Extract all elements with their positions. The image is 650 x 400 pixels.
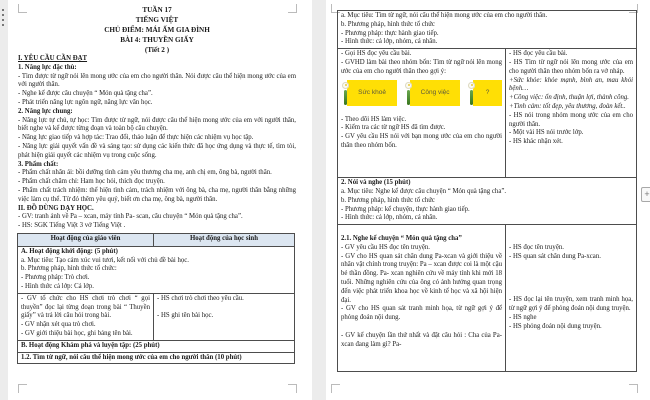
sticky-note-label: Công việc xyxy=(420,89,450,97)
doc-line: - HS đọc yêu cầu bài. xyxy=(509,50,568,58)
table-row-activity-2 xyxy=(338,177,636,224)
doc-title-lesson: BÀI 4: THUYỀN GIẤY xyxy=(120,36,194,44)
doc-line: - HS khác nhận xét. xyxy=(509,138,563,146)
doc-title-week: TUẦN 17 xyxy=(142,6,172,14)
doc-paragraph: II. ĐỒ DÙNG DẠY HỌC. xyxy=(18,204,94,212)
suggestion-notes xyxy=(347,80,502,106)
doc-line: - Phương pháp: kể chuyện, thực hành giao tiếp. xyxy=(341,205,470,213)
table-row-activity-12: 1.2. Tìm từ ngữ, nói câu thể hiện mong ước của em cho người thân (10 phút) xyxy=(18,352,294,364)
text-boundary-mark xyxy=(18,384,27,393)
table-row-gv-hs xyxy=(338,48,636,177)
doc-line: - GV cho HS quan sát chân dung Pa-xcan và giới thiệu về nhân vật chính trong truyện: Pa – xcan được coi là một cậu bé thần đồng. Pa- xcan nghiên cứu về máy tính khi mới 18 tuổi. Những nghiên cứu của ông có ảnh hưởng quan trọng đến việc phát triển khoa học về kinh tế học và xã hội hiện đại. xyxy=(341,252,502,304)
activity-21-title: 2.1. Nghe kể chuyện “ Món quà tặng cha” xyxy=(341,234,462,242)
doc-line: - GV nhận xét qua trò chơi. xyxy=(21,321,96,329)
section-heading: I. YÊU CẦU CẦN ĐẠT xyxy=(18,55,88,62)
plus-button[interactable]: + xyxy=(641,187,650,202)
doc-paragraph: - Phẩm chất chăm chỉ: Ham học hỏi, thích đọc truyện. xyxy=(18,178,165,186)
doc-line: - Một vài HS nói trước lớp. xyxy=(509,129,584,137)
table-header-row xyxy=(18,234,294,246)
gv-cell xyxy=(338,225,506,371)
activity-a-title: A. Hoạt động khởi động: (5 phút) xyxy=(21,247,118,255)
doc-line: a. Mục tiêu: Nghe kể được câu chuyện “ Món quà tặng cha”. xyxy=(341,187,507,195)
document-page-right[interactable] xyxy=(326,0,650,400)
lesson-plan-table xyxy=(17,233,295,364)
doc-line: b. Phương pháp, hình thức tổ chức xyxy=(341,20,435,28)
doc-line: +Tình cảm: tốt đẹp, yêu thương, đoàn kết.. xyxy=(509,102,626,110)
doc-paragraph: - HS: SGK Tiếng Việt 3 vở Tiếng Việt . xyxy=(18,222,126,230)
doc-paragraph: - Năng lực giao tiếp và hợp tác: Trao đổi, thảo luận để thực hiện các nhiệm vụ học tập. xyxy=(18,134,254,142)
doc-line: a. Mục tiêu: Tạo cảm xúc vui tươi, kết nối với chủ đề bài học. xyxy=(21,256,189,264)
doc-line: - HS ghi tên bài học. xyxy=(157,312,214,320)
doc-line: - Kiểm tra các từ ngữ HS đã tìm được. xyxy=(341,124,446,132)
sticky-note-suc-khoe xyxy=(347,80,397,106)
doc-line: - HS đọc tên truyện. xyxy=(509,243,564,251)
text-boundary-mark xyxy=(331,384,340,393)
table-row-activity-b: B. Hoạt động Khám phá và luyện tập: (25 phút) xyxy=(18,340,294,352)
gv-cell xyxy=(18,294,154,340)
doc-line: b. Phương pháp, hình thức tổ chức xyxy=(341,196,435,204)
doc-title-theme: CHỦ ĐIỂM: MÁI ẤM GIA ĐÌNH xyxy=(104,26,210,34)
doc-line: - Gọi HS đọc yêu cầu bài. xyxy=(341,50,412,58)
doc-paragraph: - Phẩm chất nhân ái: bồi dưỡng tình cảm yêu thương cha mẹ, anh chị em, ông bà, người thân. xyxy=(18,169,272,177)
doc-title-subject: TIẾNG VIỆT xyxy=(135,16,179,24)
doc-line: - Phương pháp: thực hành giao tiếp. xyxy=(341,29,439,37)
leaf-icon xyxy=(470,90,473,105)
doc-line: b. Phương pháp, hình thức tổ chức: xyxy=(21,265,117,273)
table-header-hs: Hoạt động của học sinh xyxy=(190,235,258,243)
doc-line: - GVHD làm bài theo nhóm bốn: Tìm từ ngữ nói lên mong ước của em cho người thân theo gợi ý: xyxy=(341,58,502,75)
doc-line: - GV kể chuyện lần thứ nhất và đặt câu hỏi : Cha của Pa-xcan đang làm gì? Pa- xyxy=(341,331,502,348)
table-header-gv: Hoạt động của giáo viên xyxy=(18,234,154,246)
table-row-activity-a xyxy=(18,246,294,293)
leaf-icon xyxy=(344,90,347,105)
doc-line: - GV tổ chức cho HS chơi trò chơi “ gọi thuyền” đọc lại từng đoạn trong bài “ Thuyền giấy” và trả lời câu hỏi trong bài. xyxy=(21,294,150,320)
table-row-gv-hs xyxy=(338,224,636,371)
doc-paragraph: 3. Phẩm chất: xyxy=(18,160,59,168)
text-boundary-mark xyxy=(629,384,638,393)
doc-paragraph: 1. Năng lực đặc thù: xyxy=(18,63,77,71)
flower-icon xyxy=(405,82,412,89)
sticky-note-label: Sức khoẻ xyxy=(358,89,386,97)
leaf-icon xyxy=(407,90,410,105)
doc-line: - Theo dõi HS làm việc. xyxy=(341,115,407,123)
doc-line: - HS nghe xyxy=(509,313,537,321)
doc-line: - GV yêu cầu HS nói với bạn mong ước của em cho người thân theo nhóm bốn. xyxy=(341,133,502,149)
lesson-plan-table-continued xyxy=(337,10,637,372)
doc-line: - HS nói trong nhóm mong ước của em cho người thân. xyxy=(509,111,633,128)
activity-2-title: 2. Nói và nghe (15 phút) xyxy=(341,179,411,187)
doc-line: - GV yêu cầu HS đọc tên truyện. xyxy=(341,243,430,251)
doc-title-period: (Tiết 2 ) xyxy=(144,46,170,54)
text-boundary-mark xyxy=(288,384,297,393)
doc-line: +Sức khỏe: khỏe mạnh, bình an, mau khỏi bệnh… xyxy=(509,76,633,93)
hs-cell xyxy=(506,225,636,371)
doc-paragraph: - Năng lực tự chủ, tự học: Tìm được từ ngữ, nói được câu thể hiện mong ước của em với người thân, biết nghe và kể được từng đoạn và toàn bộ câu chuyện. xyxy=(18,116,296,133)
doc-line: - HS đọc lại tên truyện, xem tranh minh họa, từ ngữ gợi ý để phỏng đoán nội dung truyện. xyxy=(509,296,633,313)
doc-paragraph: - GV: tranh ảnh về Pa – xcan, máy tính Pa- scan, câu chuyện “ Món quà tặng cha”. xyxy=(18,213,243,221)
sticky-note-cong-viec xyxy=(410,80,460,106)
flower-icon xyxy=(468,82,475,89)
doc-paragraph: - Phẩm chất trách nhiệm: thể hiện tình cảm, trách nhiệm với ông bà, cha mẹ, người thân bằng những việc làm cụ thể. Từ đó thêm yêu quý, biết ơn cha mẹ, ông bà, người thân. xyxy=(18,186,296,203)
doc-line: - HS chơi trò chơi theo yêu cầu. xyxy=(157,294,244,302)
doc-line: - Hình thức cả lớp: Cả lớp. xyxy=(21,282,94,290)
doc-line: - Phương pháp: Trò chơi. xyxy=(21,274,90,282)
doc-line: - HS Tìm từ ngữ nói lên mong ước của em cho người thân theo nhóm bốn ra vở nháp. xyxy=(509,58,633,75)
doc-paragraph: - Nghe kể được câu chuyện “ Món quà tặng cha”. xyxy=(18,90,153,98)
doc-paragraph: - Năng lực giải quyết vấn đề và sáng tạo: sử dụng các kiến thức đã học ứng dụng và thực tế, tìm tòi, phát hiện giải quyết các nhiệm vụ trong cuộc sống. xyxy=(18,142,296,159)
table-row-gv-hs xyxy=(18,293,294,340)
doc-line: - HS quan sát chân dung Pa-xcan. xyxy=(509,252,601,260)
sticky-note-question xyxy=(473,80,502,106)
doc-line: +Công việc: ổn định, thuận lợi, thành công. xyxy=(509,94,629,102)
flower-icon xyxy=(342,82,349,89)
hs-cell xyxy=(506,49,636,177)
gv-cell xyxy=(338,49,506,177)
doc-paragraph: - Phát triển năng lực ngôn ngữ, năng lực văn học. xyxy=(18,98,153,106)
doc-line: - HS phỏng đoán nội dung truyện. xyxy=(509,322,602,330)
document-page-left[interactable] xyxy=(8,0,312,400)
doc-line: - Hình thức: cả lớp, nhóm, cá nhân. xyxy=(341,38,438,46)
drag-handle-icon[interactable] xyxy=(2,9,4,26)
doc-paragraph: 2. Năng lực chung: xyxy=(18,107,73,115)
doc-line: - GV giới thiệu bài học, ghi bảng tên bài. xyxy=(21,329,133,337)
doc-line: a. Mục tiêu: Tìm từ ngữ, nói câu thể hiện mong ước của em cho người thân. xyxy=(341,12,548,19)
doc-line: - GV cho HS quan sát tranh minh họa, từ ngữ gợi ý để phỏng đoán nội dung. xyxy=(341,305,502,322)
doc-line: - Hình thức: cả lớp, nhóm, cá nhân. xyxy=(341,214,438,222)
doc-paragraph: - Tìm được từ ngữ nói lên mong ước của em cho người thân. Nói được câu thể hiện mong ước của em với người thân. xyxy=(18,72,296,89)
table-row-goal-12 xyxy=(338,11,636,48)
hs-cell xyxy=(154,294,294,340)
sticky-note-label: ? xyxy=(485,89,490,97)
